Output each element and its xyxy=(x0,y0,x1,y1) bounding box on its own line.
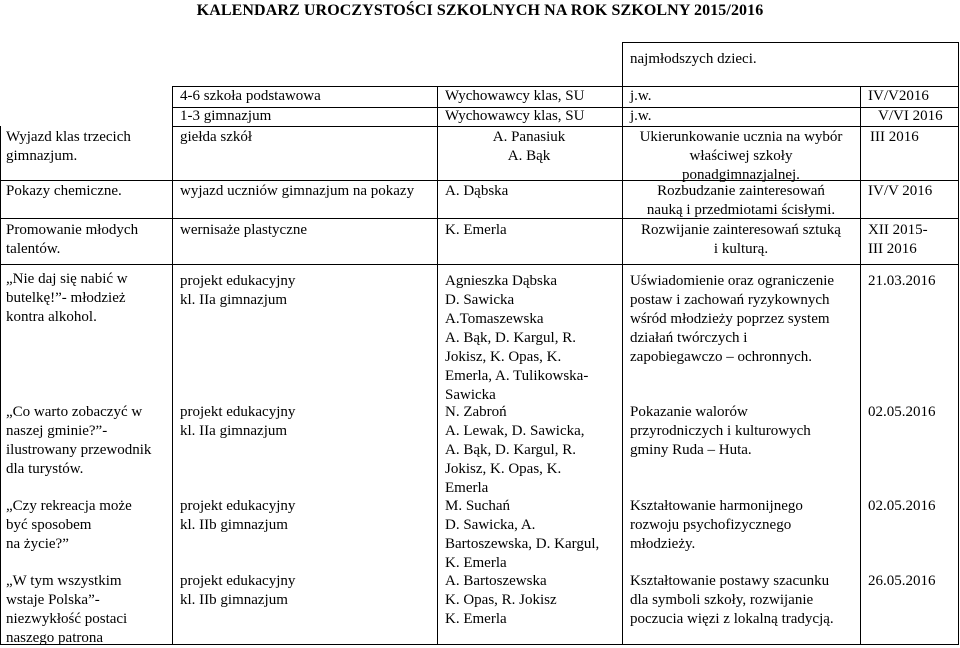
cell-form: wyjazd uczniów gimnazjum na pokazy xyxy=(180,183,415,199)
cell-form: 1-3 gimnazjum xyxy=(180,108,272,124)
list-item: Kształtowanie harmonijnego rozwoju psychofizycznego młodzieży. xyxy=(630,498,803,552)
cell-event: Pokazy chemiczne. xyxy=(6,183,122,199)
cell-goal: Rozbudzanie zainteresowań nauką i przedmiotami ścisłymi. xyxy=(646,183,836,218)
cell-date: 21.03.2016 xyxy=(868,273,936,289)
cell-date: 02.05.2016 xyxy=(868,498,936,514)
list-item: A. Bartoszewska K. Opas, R. Jokisz K. Emerla xyxy=(445,573,557,627)
page-title: KALENDARZ UROCZYSTOŚCI SZKOLNYCH NA ROK SZKOLNY 2015/2016 xyxy=(196,2,764,19)
list-item: projekt edukacyjny kl. IIa gimnazjum xyxy=(180,404,296,439)
list-item: Agnieszka Dąbska D. Sawicka A.Tomaszewska A. Bąk, D. Kargul, R. Jokisz, K. Opas, K. Emerla, A. Tulikowska- Sawicka xyxy=(445,273,589,403)
cell-goal: j.w. xyxy=(630,88,652,104)
list-item: Pokazanie walorów przyrodniczych i kulturowych gminy Ruda – Huta. xyxy=(630,404,811,458)
cell-form: wernisaże plastyczne xyxy=(180,222,308,238)
cell-date: IV/V2016 xyxy=(868,88,929,104)
list-item: projekt edukacyjny kl. IIb gimnazjum xyxy=(180,573,296,608)
cell-form: giełda szkół xyxy=(180,129,253,145)
cell-responsible: K. Emerla xyxy=(445,222,507,238)
cell-date: 26.05.2016 xyxy=(868,573,936,589)
list-item: N. Zabroń A. Lewak, D. Sawicka, A. Bąk, D. Kargul, R. Jokisz, K. Opas, K. Emerla xyxy=(445,404,585,496)
cell-goal: j.w. xyxy=(630,108,652,124)
list-item: „W tym wszystkim wstaje Polska”- niezwykłość postaci naszego patrona xyxy=(6,573,128,646)
continued-cell-text: najmłodszych dzieci. xyxy=(630,51,757,67)
cell-date: IV/V 2016 xyxy=(868,183,933,199)
list-item: Uświadomienie oraz ograniczenie postaw i zachowań ryzykownych wśród młodzieży poprzez system działań twórczych i zapobiegawczo – ochronnych. xyxy=(630,273,835,365)
cell-date: III 2016 xyxy=(870,129,919,145)
cell-event: Promowanie młodych talentów. xyxy=(6,222,139,257)
cell-date: 02.05.2016 xyxy=(868,404,936,420)
cell-goal: Rozwijanie zainteresowań sztuką i kulturą. xyxy=(641,222,841,257)
cell-responsible: Wychowawcy klas, SU xyxy=(445,108,585,124)
cell-date: XII 2015- III 2016 xyxy=(868,222,928,257)
cell-event: Wyjazd klas trzecich gimnazjum. xyxy=(6,129,131,164)
list-item: „Czy rekreacja może być sposobem na życie?” xyxy=(6,498,132,552)
cell-responsible: A. Panasiuk A. Bąk xyxy=(492,129,566,164)
list-item: „Co warto zobaczyć w naszej gminie?”- ilustrowany przewodnik dla turystów. xyxy=(6,404,152,477)
cell-responsible: Wychowawcy klas, SU xyxy=(445,88,585,104)
list-item: „Nie daj się nabić w butelkę!”- młodzież kontra alkohol. xyxy=(6,271,128,325)
list-item: projekt edukacyjny kl. IIb gimnazjum xyxy=(180,498,296,533)
list-item: M. Suchań D. Sawicka, A. Bartoszewska, D. Kargul, K. Emerla xyxy=(445,498,600,571)
cell-responsible: A. Dąbska xyxy=(445,183,509,199)
list-item: Kształtowanie postawy szacunku dla symboli szkoły, rozwijanie poczucia więzi z lokalną tradycją. xyxy=(630,573,834,627)
cell-form: 4-6 szkoła podstawowa xyxy=(180,88,321,104)
cell-date: V/VI 2016 xyxy=(878,108,943,124)
cell-goal: Ukierunkowanie ucznia na wybór właściwej szkoły ponadgimnazjalnej. xyxy=(639,129,843,183)
list-item: projekt edukacyjny kl. IIa gimnazjum xyxy=(180,273,296,308)
